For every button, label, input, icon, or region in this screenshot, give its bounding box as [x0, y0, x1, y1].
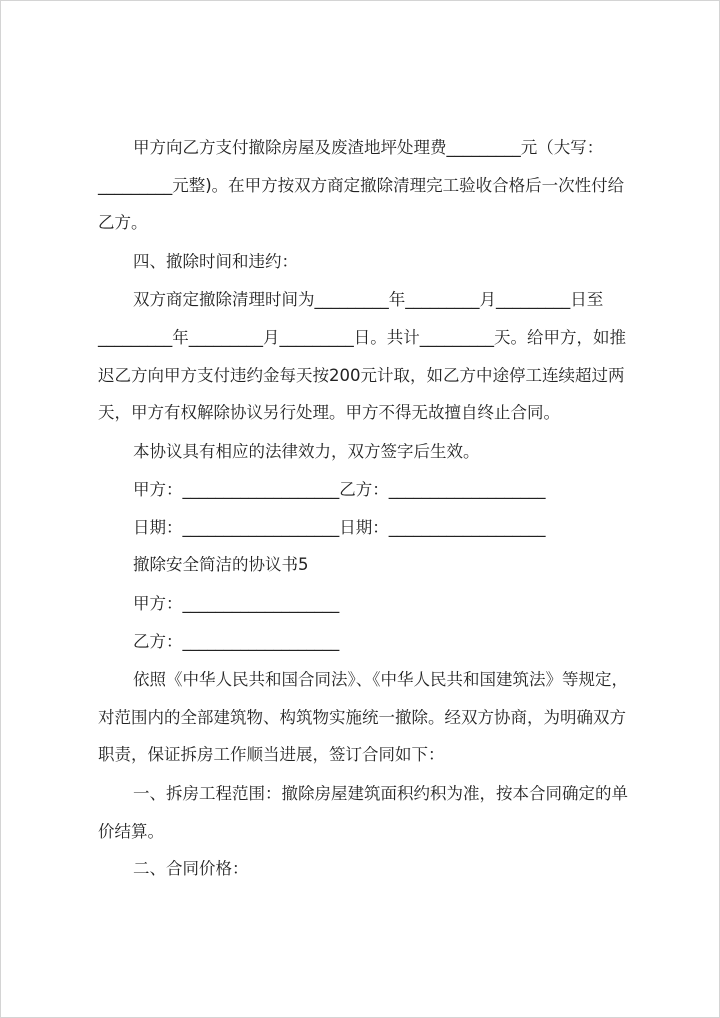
- text-line-schedule: 双方商定撤除清理时间为_________年_________月_________日至: [133, 290, 604, 309]
- text-line-payment-cont: _________元整)。在甲方按双方商定撤除清理完工验收合格后一次性付给: [98, 176, 625, 195]
- text-line-scope-end: 职责，保证拆房工作顺当进展，签订合同如下：: [98, 745, 445, 764]
- party-b-line: 乙方：___________________: [133, 632, 340, 651]
- text-line-scope: 对范围内的全部建筑物、构筑物实施统一撤除。经双方协商，为明确双方: [98, 708, 626, 727]
- signature-line-parties: 甲方：___________________乙方：___________________: [133, 480, 546, 499]
- text-line-payment: 甲方向乙方支付撤除房屋及废渣地坪处理费_________元（大写：: [133, 138, 604, 157]
- text-line-schedule-cont: _________年_________月_________日。共计_________天。给甲方，如推: [98, 328, 626, 347]
- text-line-penalty: 迟乙方向甲方支付违约金每天按200元计取，如乙方中途停工连续超过两: [98, 366, 625, 385]
- text-line-payment-end: 乙方。: [98, 213, 148, 232]
- text-line-effectiveness: 本协议具有相应的法律效力，双方签字后生效。: [133, 442, 480, 461]
- party-a-line: 甲方：___________________: [133, 594, 340, 613]
- clause-contract-price: 二、合同价格：: [133, 859, 249, 878]
- text-line-termination: 天，甲方有权解除协议另行处理。甲方不得无故擅自终止合同。: [98, 403, 560, 422]
- text-line-legal-basis: 依照《中华人民共和国合同法》、《中华人民共和国建筑法》等规定，: [133, 670, 628, 689]
- clause-demolition-scope-cont: 价结算。: [98, 822, 164, 841]
- section-heading-time-breach: 四、撤除时间和违约：: [133, 252, 298, 271]
- signature-line-dates: 日期：___________________日期：___________________: [133, 518, 546, 537]
- agreement-title: 撤除安全简洁的协议书5: [133, 555, 309, 574]
- clause-demolition-scope: 一、拆房工程范围：撤除房屋建筑面积约积为准，按本合同确定的单: [133, 784, 628, 803]
